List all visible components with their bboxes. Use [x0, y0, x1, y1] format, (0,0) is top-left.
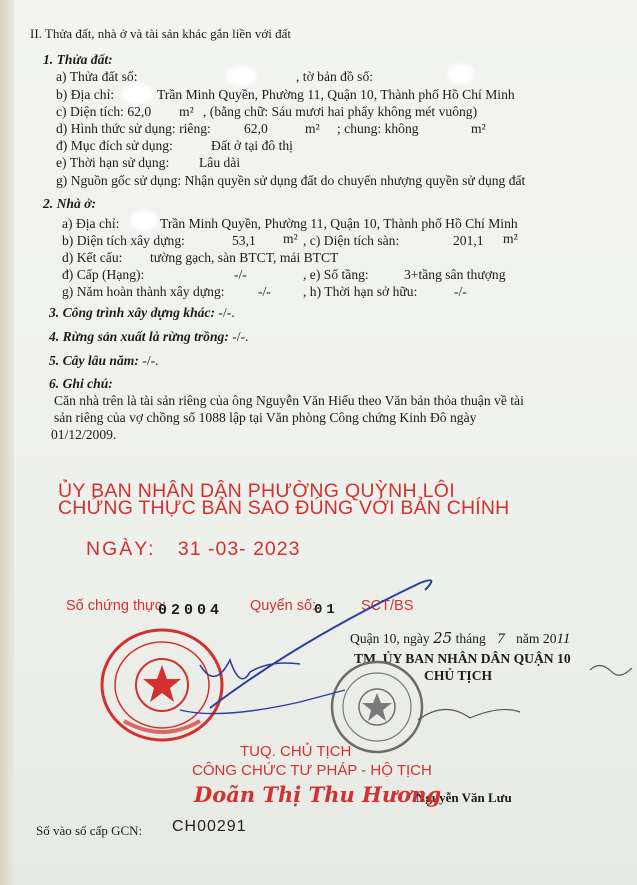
issue-day: 25 [433, 629, 453, 647]
other-works-label: 3. Công trình xây dựng khác: [49, 305, 216, 320]
issue-org: TM. ỦY BAN NHÂN DÂN QUẬN 10 [354, 651, 571, 666]
land-term-value: Lâu dài [199, 155, 241, 170]
land-area-label: c) Diện tích: 62,0 [56, 104, 152, 119]
land-private-area: 62,0 [244, 121, 268, 136]
house-structure-value: tường gạch, sàn BTCT, mái BTCT [150, 250, 339, 265]
certifier-line1: TUQ. CHỦ TỊCH [240, 743, 352, 760]
issue-year: 11 [556, 631, 571, 647]
certifier-line2: CÔNG CHỨC TƯ PHÁP - HỘ TỊCH [192, 762, 432, 779]
land-usage-form-label: d) Hình thức sử dụng: riêng: [56, 121, 211, 136]
land-parcel-label: a) Thửa đất số: [56, 69, 138, 84]
notes-heading: 6. Ghi chú: [49, 376, 113, 391]
issue-year-label: năm 20 [516, 631, 557, 646]
house-completion-label: g) Năm hoàn thành xây dựng: [62, 284, 225, 299]
house-floor-area-unit: m² [503, 231, 518, 246]
land-term-label: e) Thời hạn sử dụng: [56, 155, 170, 170]
note-line: Căn nhà trên là tài sản riêng của ông Nguyễn Văn Hiếu theo Văn bản thỏa thuận về tài [54, 393, 524, 408]
land-address-value: Trần Minh Quyền, Phường 11, Quận 10, Thành phố Hồ Chí Minh [157, 87, 515, 102]
issue-title: CHỦ TỊCH [424, 668, 493, 683]
section-title: II. Thửa đất, nhà ở và tài sản khác gắn liền với đất [30, 26, 291, 41]
house-storeys-label: , e) Số tầng: [303, 267, 369, 282]
house-address-value: Trần Minh Quyền, Phường 11, Quận 10, Thành phố Hồ Chí Minh [160, 216, 518, 231]
house-floor-area-label: , c) Diện tích sàn: [303, 233, 400, 248]
issue-month: 7 [497, 631, 505, 647]
cert-book-value: 01 [314, 602, 339, 618]
house-ownership-term-value: -/- [454, 284, 467, 299]
house-built-area-unit: m² [283, 231, 298, 246]
house-completion-value: -/- [258, 284, 271, 299]
planted-forest-value: -/-. [232, 329, 249, 344]
issue-signer: Nguyễn Văn Lưu [416, 790, 512, 805]
house-heading: 2. Nhà ở: [43, 196, 96, 211]
house-grade-label: đ) Cấp (Hạng): [62, 267, 145, 282]
cert-stamp-line2: CHỨNG THỰC BẢN SAO ĐÚNG VỚI BẢN CHÍNH [58, 497, 510, 519]
house-structure-label: d) Kết cấu: [62, 250, 123, 265]
cert-number-label: Số chứng thực: [66, 598, 167, 614]
issue-place-label: Quận 10, ngày [350, 631, 430, 646]
cert-book-suffix: SCT/BS [361, 598, 414, 614]
cert-number-value: 02004 [158, 602, 224, 619]
land-purpose-label: đ) Mục đích sử dụng: [56, 138, 173, 153]
land-area-unit: m² [179, 104, 194, 119]
issue-month-label: tháng [455, 631, 486, 646]
land-origin: g) Nguồn gốc sử dụng: Nhận quyền sử dụng đất do chuyển nhượng quyền sử dụng đất [56, 173, 526, 188]
house-built-area-label: b) Diện tích xây dựng: [62, 233, 185, 248]
land-area-words: , (bằng chữ: Sáu mươi hai phẩy không mét vuông) [203, 104, 478, 119]
land-purpose-value: Đất ở tại đô thị [211, 138, 293, 153]
house-storeys-value: 3+tầng sân thượng [404, 267, 506, 282]
land-map-sheet-label: , tờ bản đồ số: [296, 69, 374, 84]
note-line: 01/12/2009. [51, 427, 117, 442]
land-heading: 1. Thửa đất: [43, 52, 113, 67]
other-works-value: -/-. [218, 305, 235, 320]
gcn-value: CH00291 [172, 818, 247, 835]
cert-stamp-line1: ỦY BAN NHÂN DÂN PHƯỜNG QUỲNH LÔI [58, 480, 455, 502]
certifier-signature-name: Doãn Thị Thu Hương [194, 782, 442, 807]
house-floor-area-value: 201,1 [453, 233, 484, 248]
perennial-trees-value: -/-. [142, 353, 159, 368]
house-ownership-term-label: , h) Thời hạn sở hữu: [303, 284, 418, 299]
land-common-area: ; chung: không [337, 121, 419, 136]
house-grade-value: -/- [234, 267, 247, 282]
planted-forest-label: 4. Rừng sản xuất là rừng trồng: [49, 329, 229, 344]
house-address-label: a) Địa chỉ: [62, 216, 120, 231]
note-line: sản riêng của vợ chồng số 1088 lập tại Văn phòng Công chứng Kinh Đô ngày [54, 410, 477, 425]
house-built-area-value: 53,1 [232, 233, 256, 248]
cert-date-label: NGÀY: [86, 538, 156, 560]
land-common-unit: m² [471, 121, 486, 136]
gcn-label: Số vào sổ cấp GCN: [36, 823, 143, 838]
cert-date-value: 31 -03- 2023 [177, 538, 301, 560]
cert-book-label: Quyển số: [250, 598, 317, 614]
land-address-label: b) Địa chỉ: [56, 87, 115, 102]
perennial-trees-label: 5. Cây lâu năm: [49, 353, 139, 368]
land-private-unit: m² [305, 121, 320, 136]
